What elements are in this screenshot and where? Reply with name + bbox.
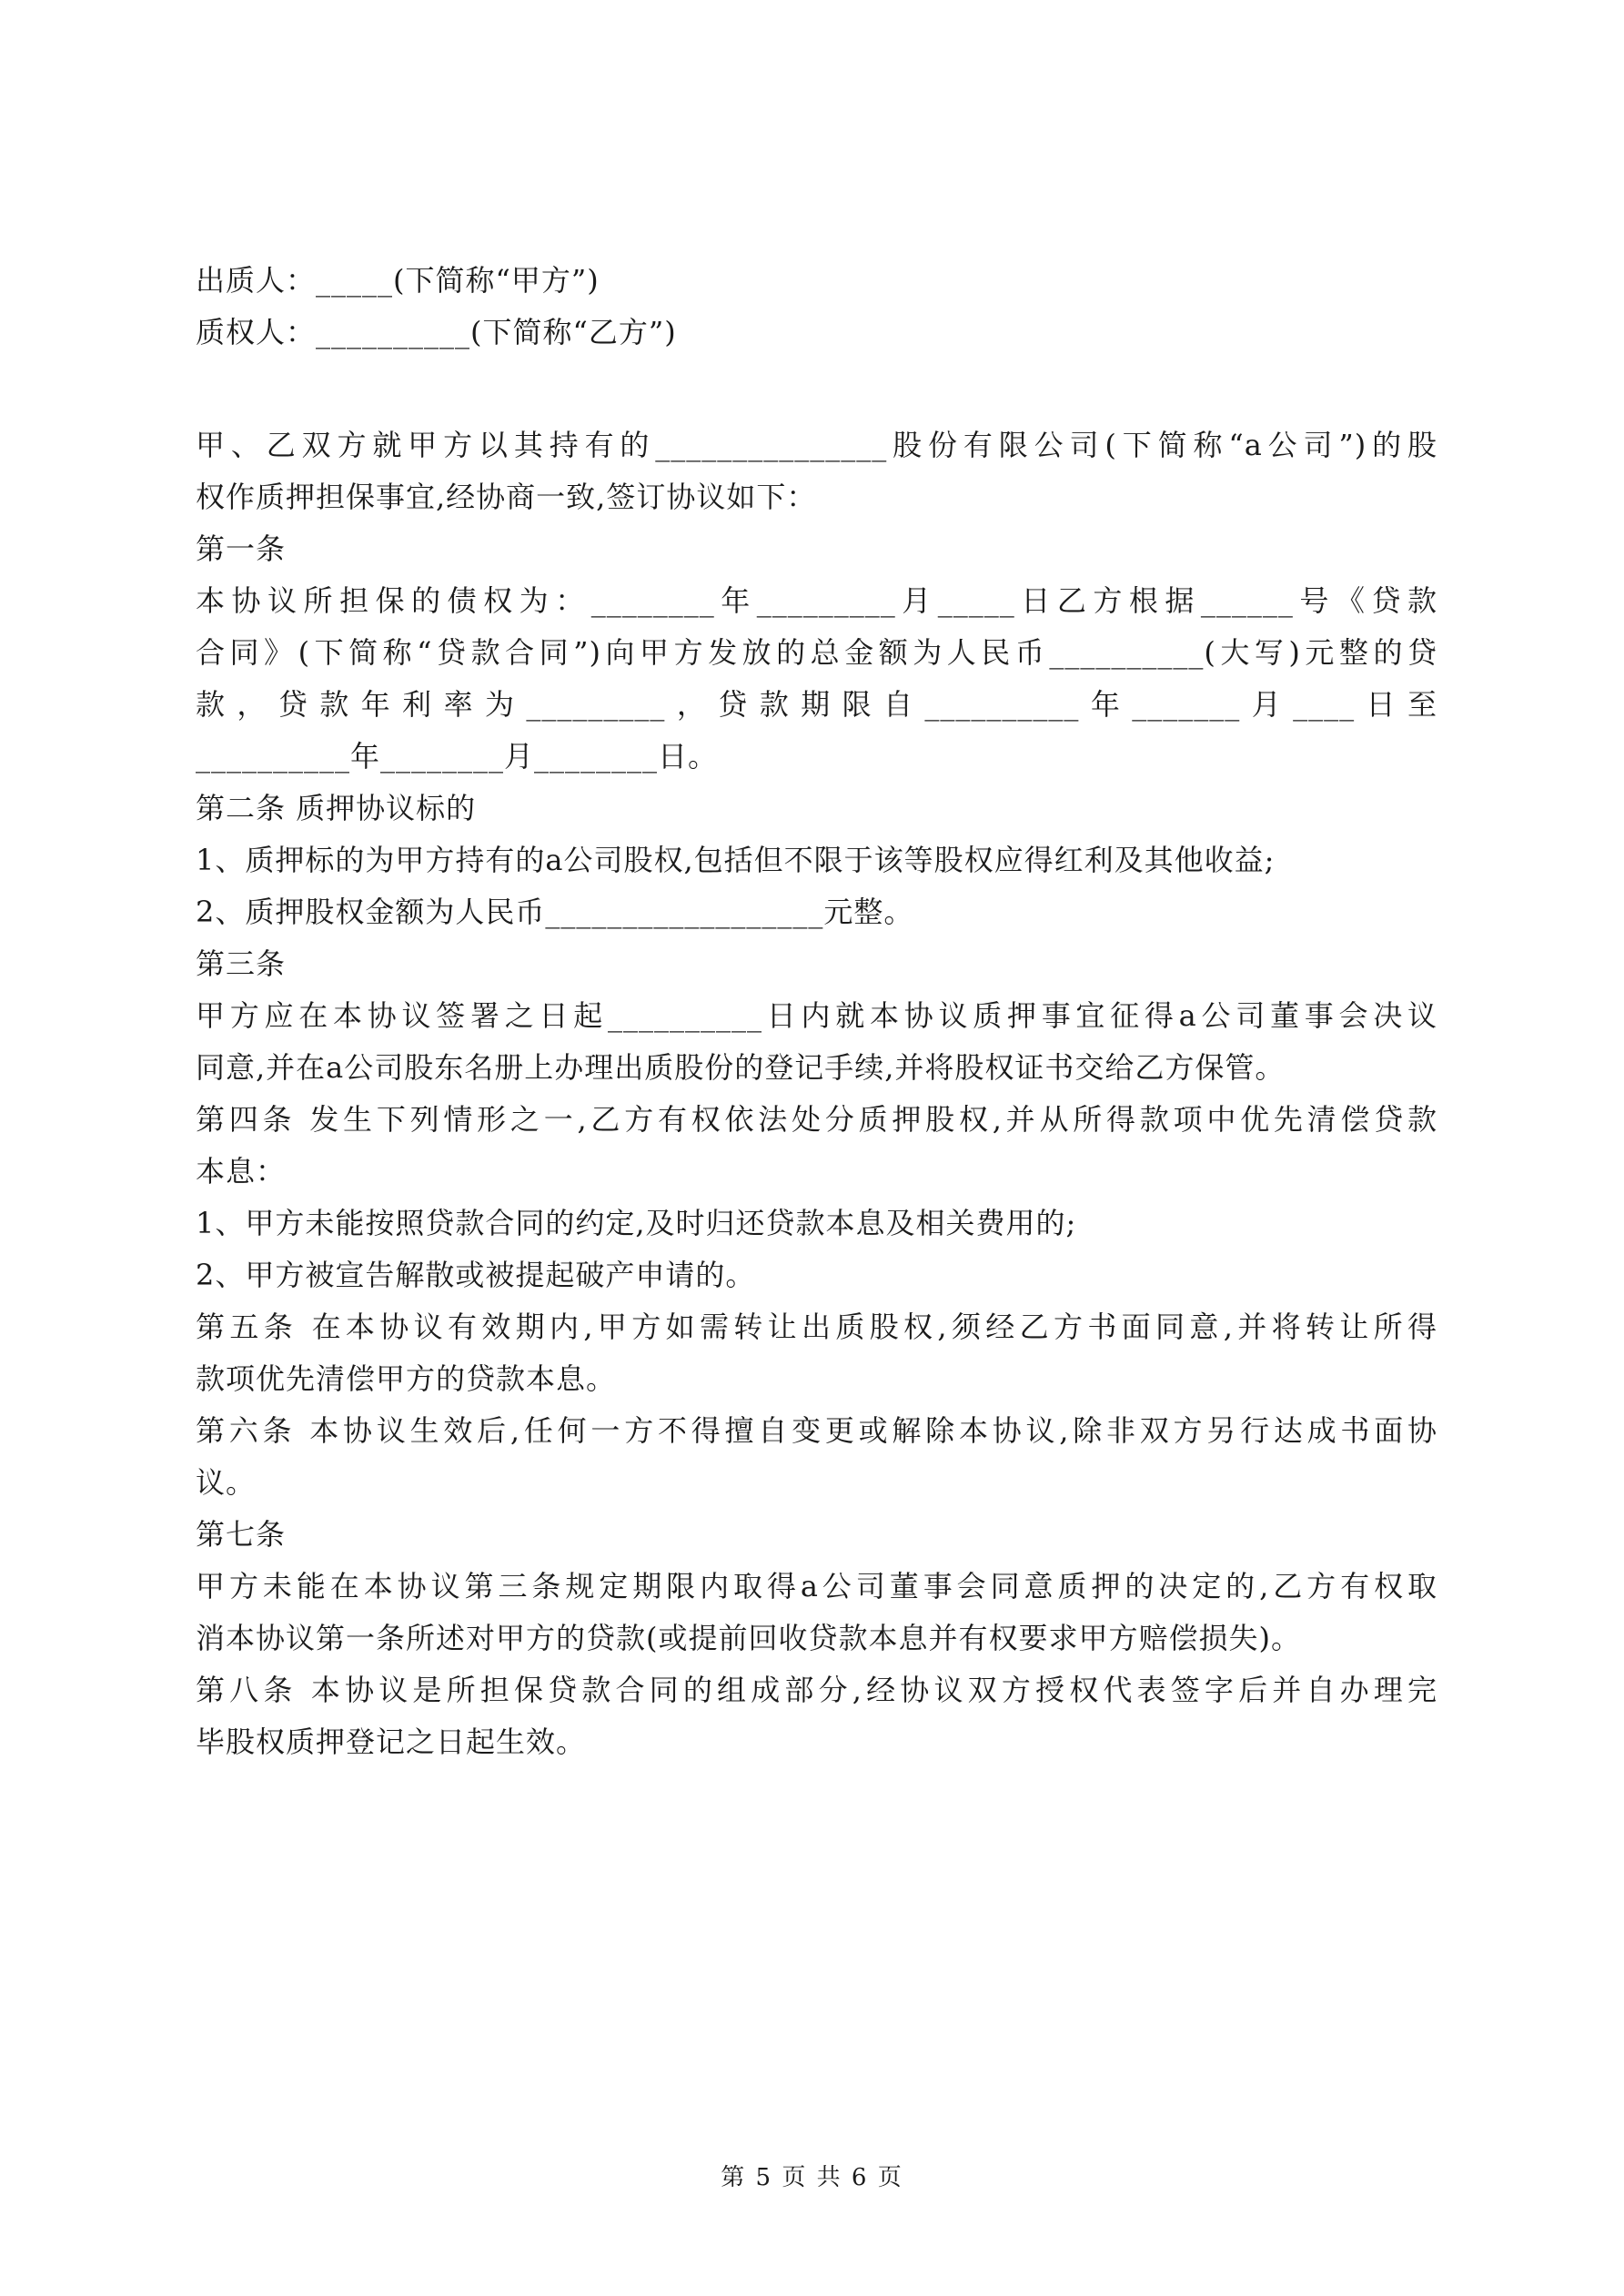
article-1-line-2: 合同》(下简称“贷款合同”)向甲方发放的总金额为人民币__________(大写)元整的贷: [196, 635, 1437, 670]
article-7-heading: 第七条: [196, 1517, 287, 1552]
article-3-line-2: 同意,并在a公司股东名册上办理出质股份的登记手续,并将股权证书交给乙方保管。: [196, 1050, 1286, 1085]
article-7-line-2: 消本协议第一条所述对甲方的贷款(或提前回收贷款本息并有权要求甲方赔偿损失)。: [196, 1621, 1301, 1655]
article-7-line-1: 甲方未能在本协议第三条规定期限内取得a公司董事会同意质押的决定的,乙方有权取: [196, 1569, 1437, 1603]
document-page: [196, 255, 1437, 1768]
page-number: 第 5 页 共 6 页: [721, 2164, 903, 2191]
article-5-line-2: 款项优先清偿甲方的贷款本息。: [196, 1361, 617, 1396]
article-2-heading: 第二条 质押协议标的: [196, 791, 477, 825]
article-1-line-1: 本协议所担保的债权为：________年_________月_____日乙方根据______号《贷款: [196, 583, 1437, 618]
article-3-heading: 第三条: [196, 946, 287, 981]
article-4-line-2: 本息：: [196, 1154, 287, 1188]
article-6-line-2: 议。: [196, 1465, 257, 1500]
article-1-heading: 第一条: [196, 531, 287, 566]
preamble-line-1: 甲、乙双方就甲方以其持有的_______________股份有限公司(下简称“a公司”)的股: [196, 428, 1437, 462]
pledgor-line: 出质人：_____(下简称“甲方”): [196, 263, 600, 298]
pledgee-line: 质权人：__________(下简称“乙方”): [196, 315, 677, 349]
article-4-item-2: 2、甲方被宣告解散或被提起破产申请的。: [196, 1258, 756, 1292]
spacer: [196, 359, 1437, 420]
preamble-line-2: 权作质押担保事宜,经协商一致,签订协议如下：: [196, 480, 817, 514]
article-1-line-4: __________年________月________日。: [196, 739, 719, 774]
article-8-line-1: 第八条 本协议是所担保贷款合同的组成部分,经协议双方授权代表签字后并自办理完: [196, 1673, 1437, 1707]
article-8-line-2: 毕股权质押登记之日起生效。: [196, 1725, 587, 1759]
article-2-item-2: 2、质押股权金额为人民币__________________元整。: [196, 895, 914, 929]
article-2-item-1: 1、质押标的为甲方持有的a公司股权,包括但不限于该等股权应得红利及其他收益;: [196, 843, 1276, 877]
article-1-line-3: 款，贷款年利率为_________，贷款期限自__________年_______月____日至: [196, 687, 1437, 722]
article-5-line-1: 第五条 在本协议有效期内,甲方如需转让出质股权,须经乙方书面同意,并将转让所得: [196, 1310, 1437, 1344]
article-4-item-1: 1、甲方未能按照贷款合同的约定,及时归还贷款本息及相关费用的;: [196, 1206, 1077, 1240]
article-3-line-1: 甲方应在本协议签署之日起__________日内就本协议质押事宜征得a公司董事会决议: [196, 998, 1437, 1033]
article-6-line-1: 第六条 本协议生效后,任何一方不得擅自变更或解除本协议,除非双方另行达成书面协: [196, 1413, 1437, 1448]
article-4-line-1: 第四条 发生下列情形之一,乙方有权依法处分质押股权,并从所得款项中优先清偿贷款: [196, 1102, 1437, 1137]
